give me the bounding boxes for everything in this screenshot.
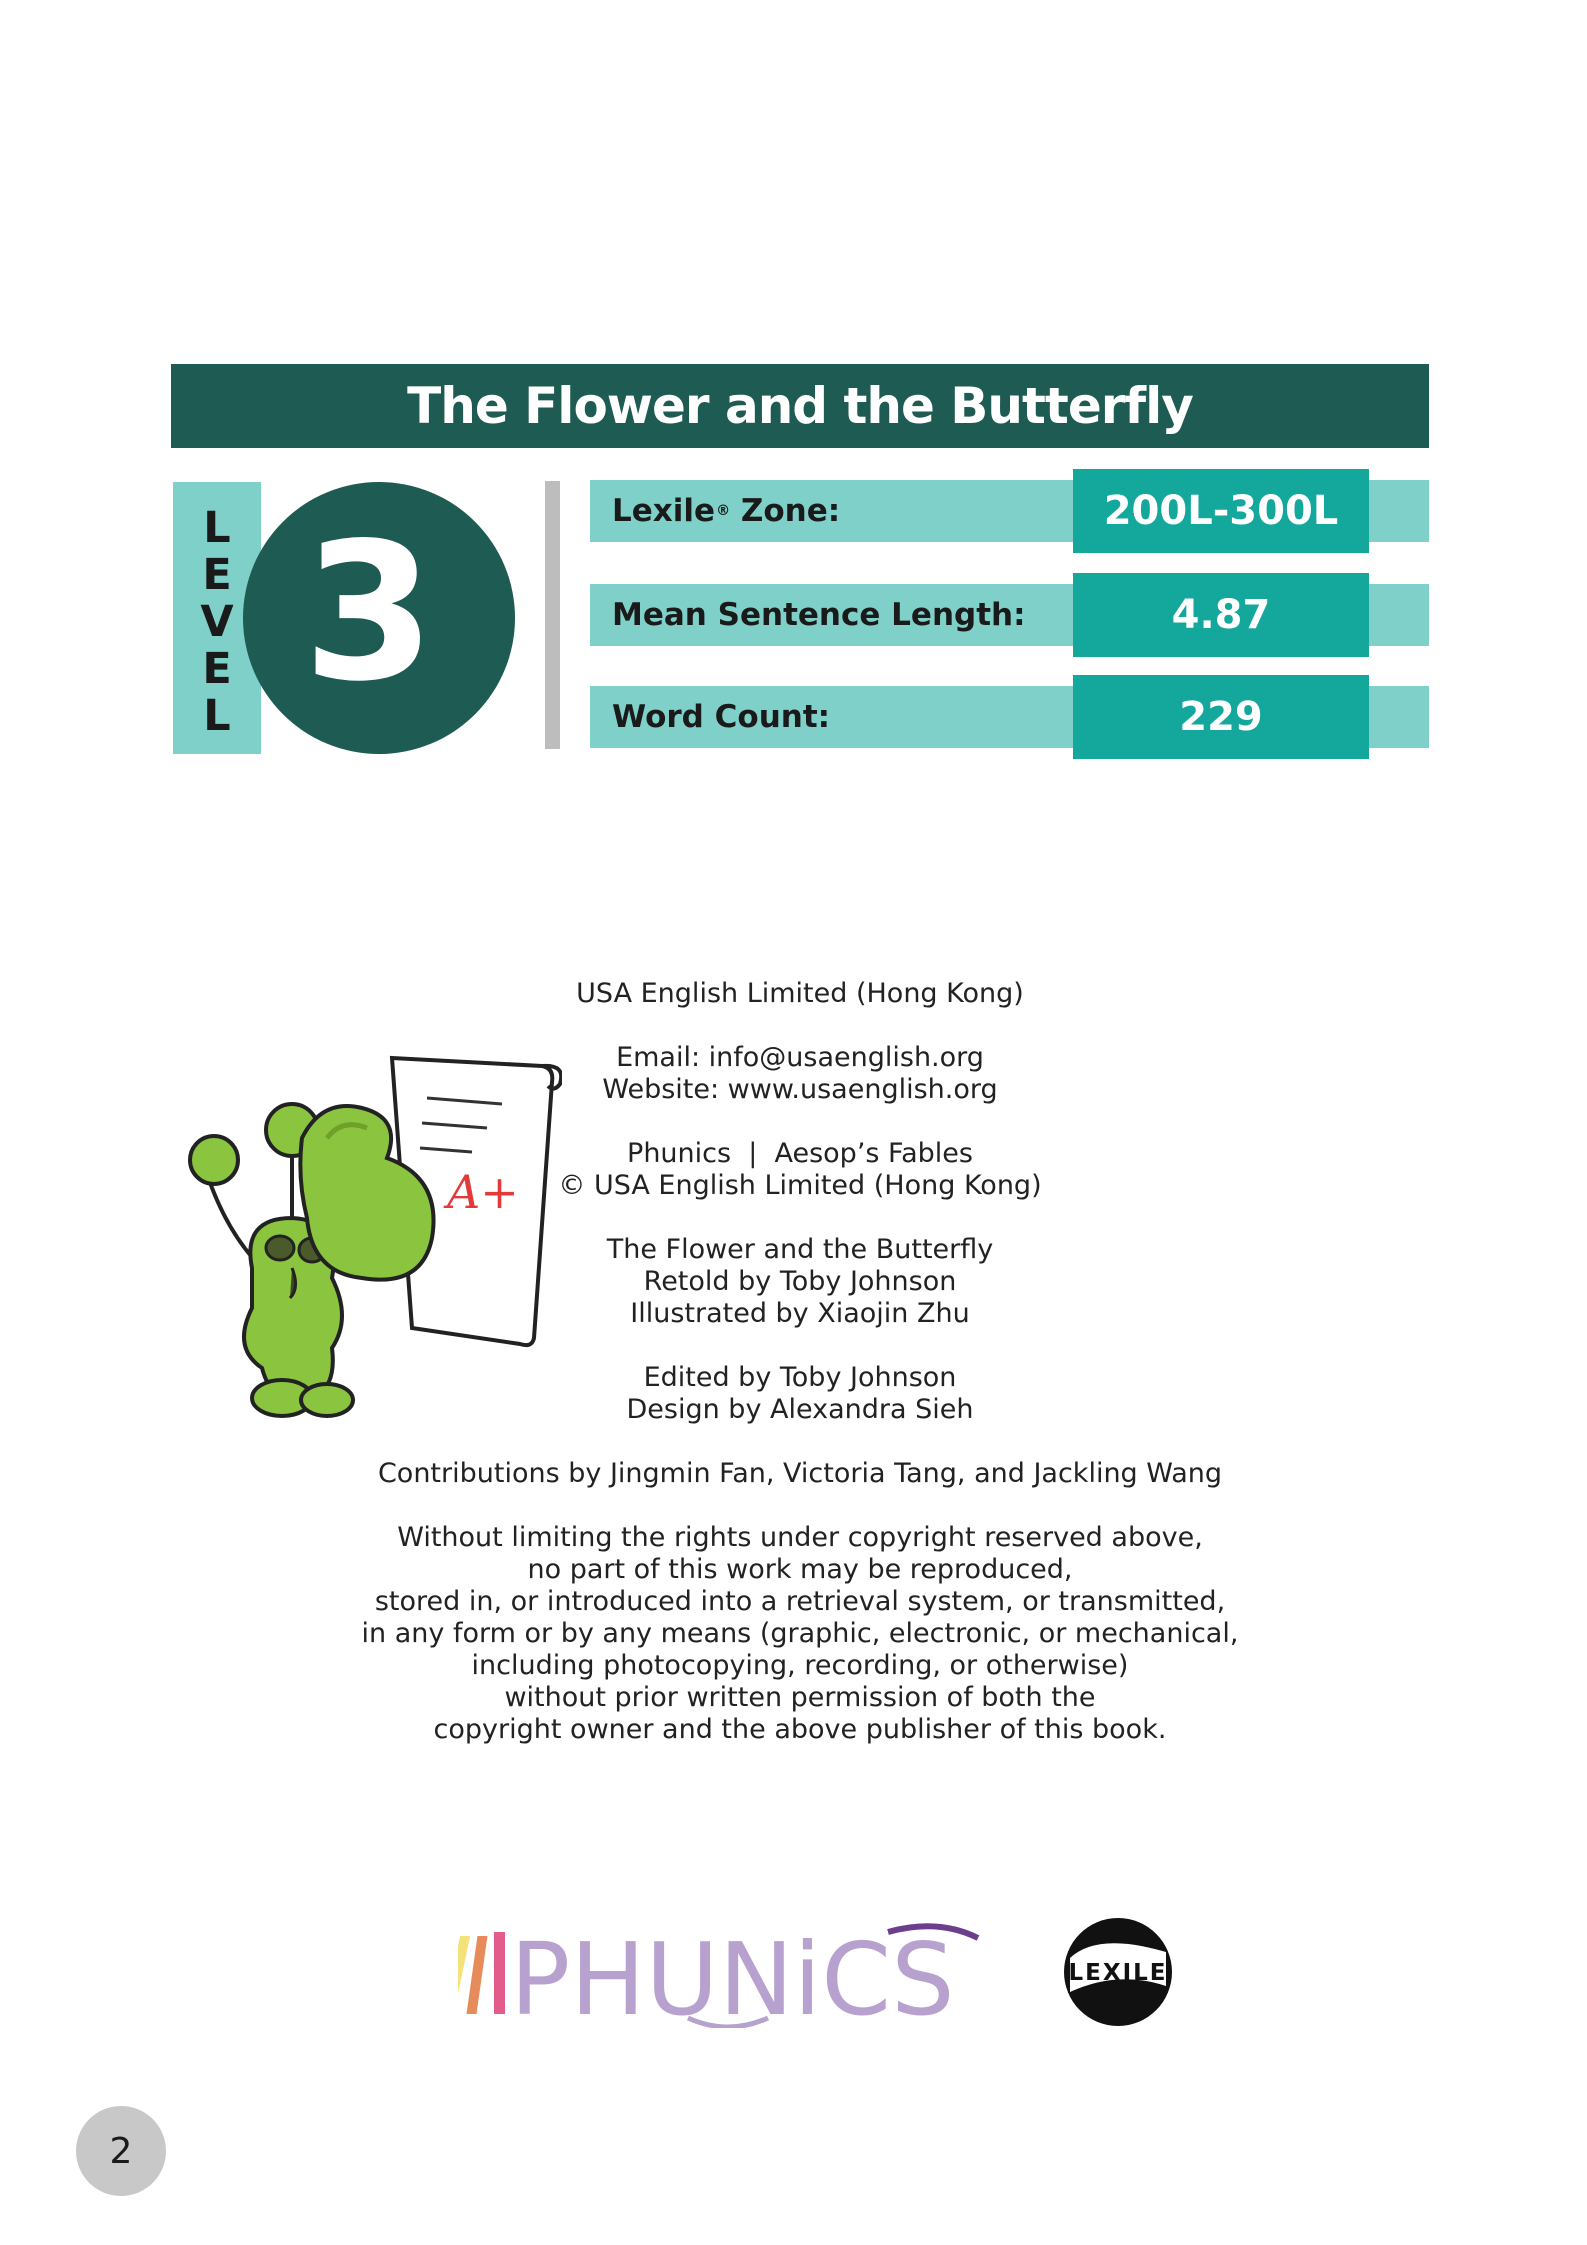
- stat-value-word-count: 229: [1073, 675, 1369, 759]
- title-bar: [171, 364, 1429, 448]
- grade-text: A+: [447, 1165, 519, 1219]
- illustrated-by: Illustrated by Xiaojin Zhu: [630, 1298, 970, 1329]
- stat-value-sentence-length: 4.87: [1073, 573, 1369, 657]
- level-letter: E: [202, 550, 232, 600]
- lexile-logo: [1058, 1912, 1178, 2032]
- mascot-illustration: [182, 1048, 562, 1428]
- level-number: 3: [302, 502, 436, 723]
- level-letter: V: [200, 597, 234, 647]
- retold-by: Retold by Toby Johnson: [643, 1266, 957, 1297]
- level-letter: L: [203, 691, 231, 741]
- phunics-wordmark: PHUNiCS: [510, 1921, 955, 2028]
- rights-line: Without limiting the rights under copyright reserved above,: [397, 1522, 1203, 1553]
- stat-label: Word Count:: [612, 699, 831, 735]
- rights-line: in any form or by any means (graphic, electronic, or mechanical,: [361, 1618, 1239, 1649]
- level-number-circle: [243, 482, 515, 754]
- stat-label: Mean Sentence Length:: [612, 597, 1026, 633]
- book-title: The Flower and the Butterfly: [606, 1234, 994, 1265]
- book-title-heading: The Flower and the Butterfly: [407, 377, 1193, 435]
- rights-line: no part of this work may be reproduced,: [527, 1554, 1073, 1585]
- page-number-badge: [76, 2106, 166, 2196]
- contributions: Contributions by Jingmin Fan, Victoria Tang, and Jackling Wang: [377, 1458, 1223, 1489]
- phunics-logo: [458, 1918, 988, 2028]
- edited-by: Edited by Toby Johnson: [643, 1362, 957, 1393]
- page-number: 2: [109, 2130, 133, 2172]
- design-by: Design by Alexandra Sieh: [626, 1394, 974, 1425]
- stat-value-lexile: 200L-300L: [1073, 469, 1369, 553]
- stat-label: Lexile ® Zone:: [612, 493, 841, 529]
- copyright: © USA English Limited (Hong Kong): [558, 1170, 1042, 1201]
- lexile-wordmark: LEXILE: [1068, 1960, 1168, 1986]
- publisher: USA English Limited (Hong Kong): [576, 978, 1024, 1009]
- rights-line: including photocopying, recording, or otherwise): [471, 1650, 1129, 1681]
- rights-line: without prior written permission of both the: [504, 1682, 1096, 1713]
- series: Phunics | Aesop’s Fables: [627, 1138, 973, 1169]
- rights-line: copyright owner and the above publisher of this book.: [433, 1714, 1167, 1745]
- vertical-divider: [545, 481, 560, 749]
- level-letter: E: [202, 644, 232, 694]
- email: Email: info@usaenglish.org: [616, 1042, 984, 1073]
- level-letter: L: [203, 503, 231, 553]
- website: Website: www.usaenglish.org: [602, 1074, 998, 1105]
- rights-line: stored in, or introduced into a retrieval system, or transmitted,: [374, 1586, 1226, 1617]
